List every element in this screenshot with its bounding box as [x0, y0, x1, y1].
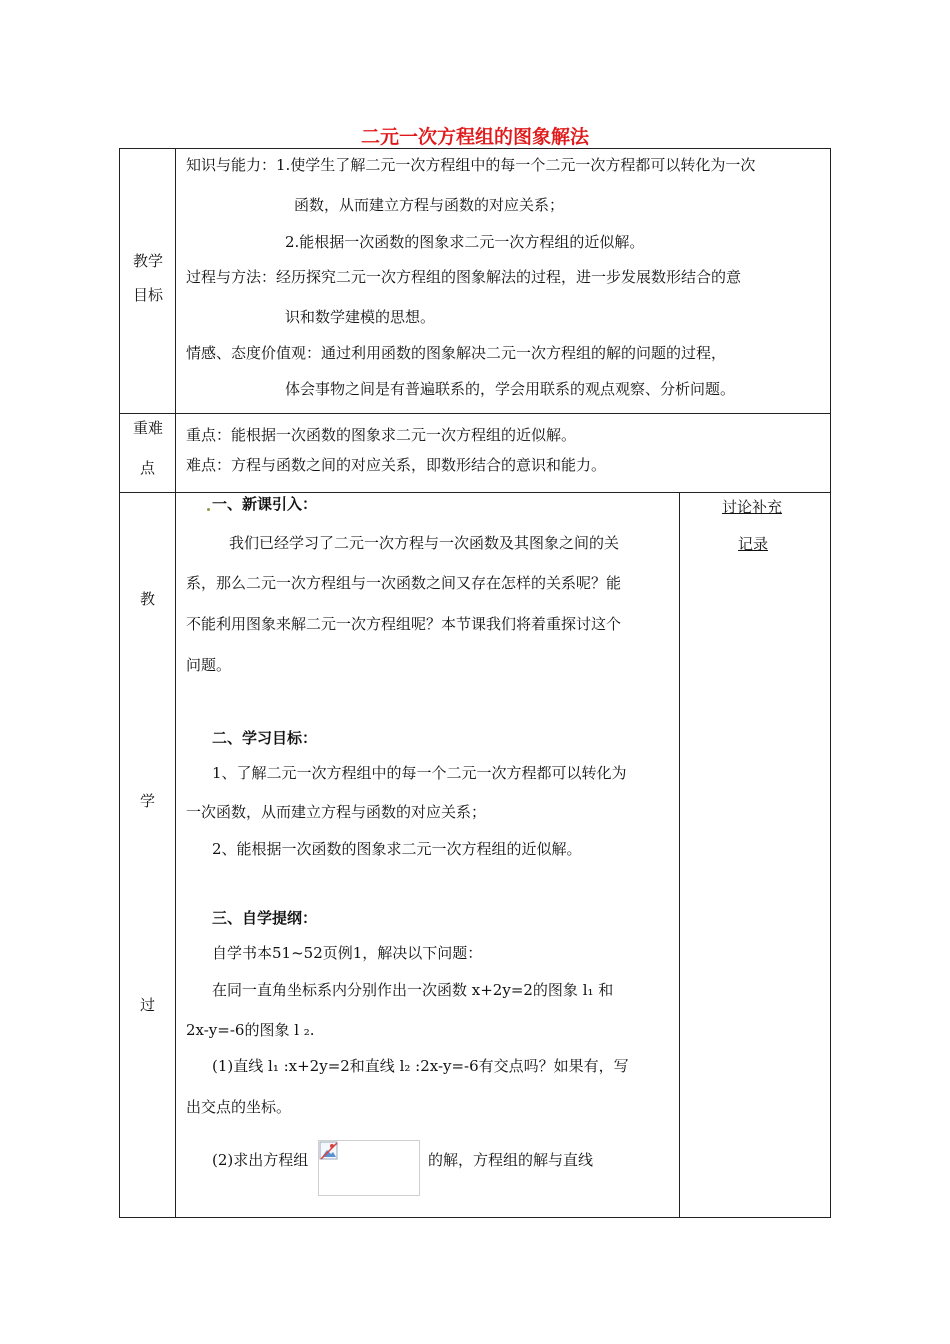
goals-line: 1、了解二元一次方程组中的每一个二元一次方程都可以转化为	[212, 764, 627, 782]
keypoints-label-2: 点	[140, 459, 156, 477]
objectives-line: 2.能根据一次函数的图象求二元一次方程组的近似解。	[285, 233, 645, 251]
side-note-2: 记录	[738, 535, 769, 553]
keypoints-line: 重点：能根据一次函数的图象求二元一次方程组的近似解。	[186, 426, 577, 444]
keypoints-label-1: 重难	[133, 419, 164, 437]
column-divider	[679, 492, 680, 1217]
intro-line: 问题。	[186, 656, 232, 674]
outline-line: 自学书本51~52页例1，解决以下问题：	[212, 944, 483, 962]
equation-system-image	[318, 1140, 420, 1196]
intro-heading: 一、新课引入：	[212, 495, 318, 513]
goals-line: 一次函数，从而建立方程与函数的对应关系；	[186, 803, 487, 821]
outline-line: (1)直线 l₁ :x+2y=2和直线 l₂ :2x-y=-6有交点吗？如果有，写	[212, 1057, 629, 1075]
goals-heading: 二、学习目标：	[212, 729, 318, 747]
question-2-suffix: 的解，方程组的解与直线	[428, 1151, 594, 1169]
outline-heading: 三、自学提纲：	[212, 909, 318, 927]
process-label-1: 教	[140, 590, 156, 608]
objectives-line: 过程与方法：经历探究二元一次方程组的图象解法的过程，进一步发展数形结合的意	[186, 268, 742, 286]
objectives-line: 体会事物之间是有普遍联系的，学会用联系的观点观察、分析问题。	[285, 380, 736, 398]
objectives-line: 情感、态度价值观：通过利用函数的图象解决二元一次方程组的解的问题的过程，	[186, 344, 727, 362]
objectives-line: 函数，从而建立方程与函数的对应关系；	[294, 196, 565, 214]
objectives-line: 知识与能力：1.使学生了解二元一次方程组中的每一个二元一次方程都可以转化为一次	[186, 156, 756, 174]
keypoints-line: 难点：方程与函数之间的对应关系，即数形结合的意识和能力。	[186, 456, 607, 474]
objectives-line: 识和数学建模的思想。	[285, 308, 436, 326]
page-title: 二元一次方程组的图象解法	[360, 126, 589, 148]
side-note-1: 讨论补充	[722, 498, 783, 516]
outline-line: 2x-y=-6的图象 l ₂.	[186, 1021, 315, 1039]
intro-line: 不能利用图象来解二元一次方程组呢？本节课我们将着重探讨这个	[186, 615, 622, 633]
process-label-2: 学	[140, 792, 156, 810]
outline-line: 在同一直角坐标系内分别作出一次函数 x+2y=2的图象 l₁ 和	[212, 981, 614, 999]
intro-line: 系，那么二元一次方程组与一次函数之间又存在怎样的关系呢？能	[186, 574, 622, 592]
goals-line: 2、能根据一次函数的图象求二元一次方程组的近似解。	[212, 840, 582, 858]
outline-line: 出交点的坐标。	[186, 1098, 292, 1116]
broken-image-icon	[319, 1141, 339, 1161]
marker-dot	[207, 508, 210, 511]
process-label-3: 过	[140, 996, 156, 1014]
row-divider	[120, 413, 830, 414]
intro-line: 我们已经学习了二元一次方程与一次函数及其图象之间的关	[229, 534, 620, 552]
objectives-label-2: 目标	[133, 286, 164, 304]
question-2-prefix: (2)求出方程组	[212, 1151, 309, 1169]
objectives-label-1: 教学	[133, 252, 164, 270]
row-divider	[120, 492, 830, 493]
column-divider	[175, 149, 176, 1217]
